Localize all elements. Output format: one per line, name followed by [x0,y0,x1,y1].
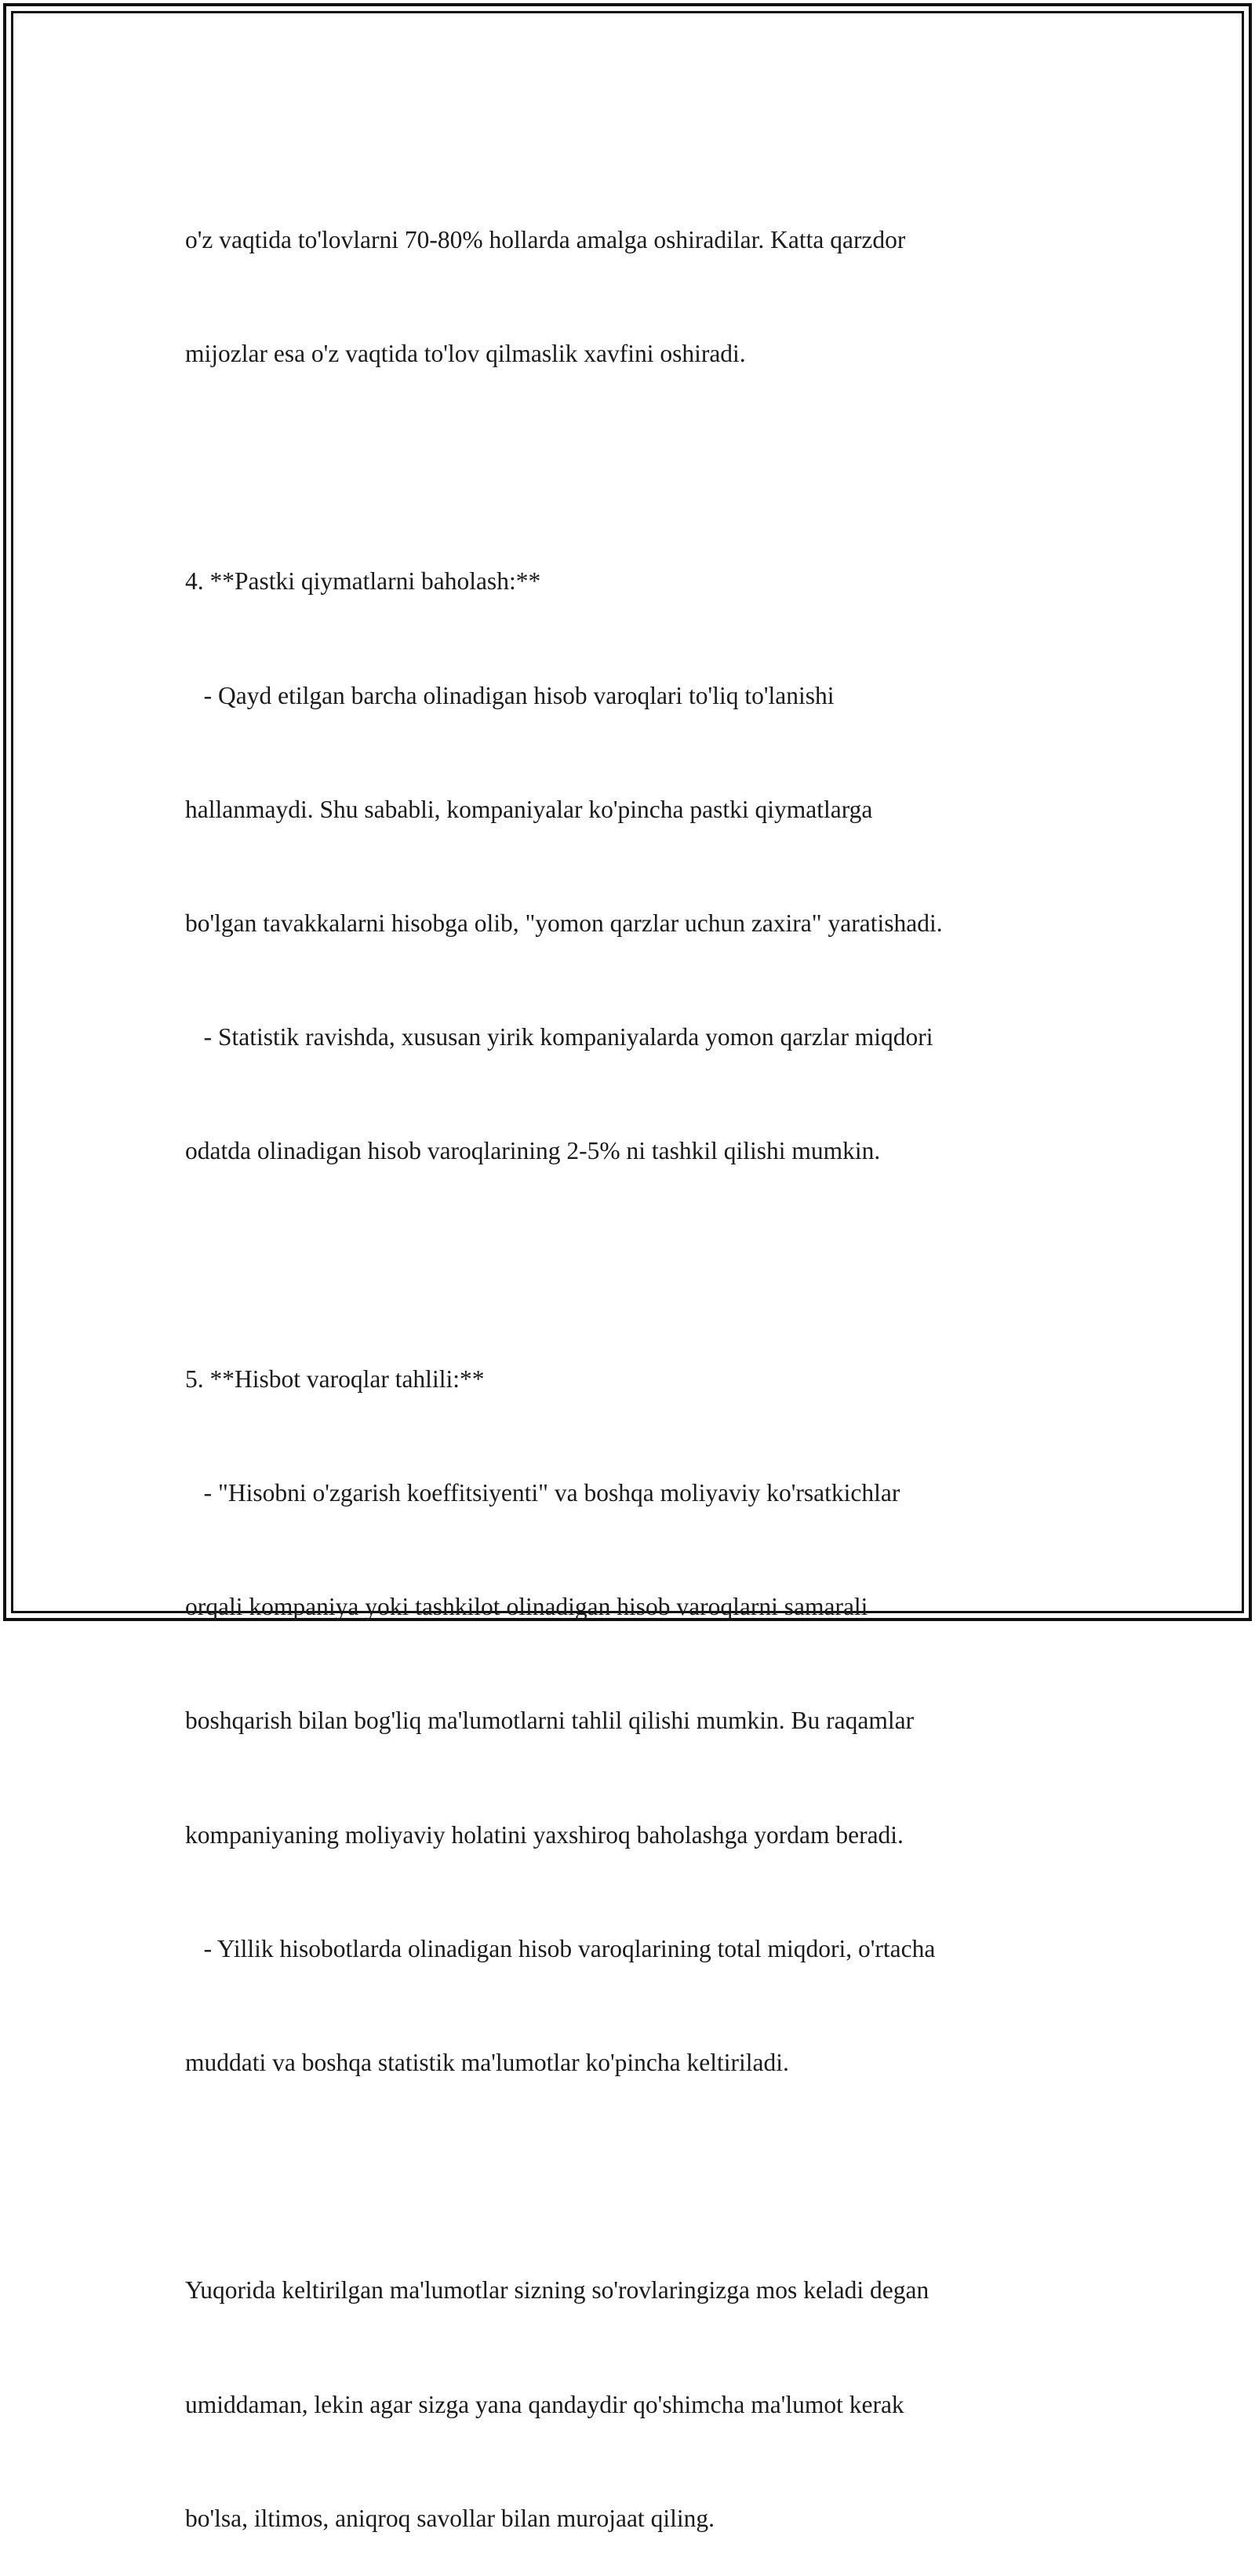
blank-line [185,1247,1111,1284]
text-line: odatda olinadigan hisob varoqlarining 2-5% ni tashkil qilishi mumkin. [185,1137,881,1165]
bullet-line: - Qayd etilgan barcha olinadigan hisob varoqlari to'liq to'lanishi [185,681,835,709]
blank-line [185,2158,1111,2195]
text-line: kompaniyaning moliyaviy holatini yaxshiroq baholashga yordam beradi. [185,1820,904,1849]
text-line: orqali kompaniya yoki tashkilot olinadigan hisob varoqlarni samarali [185,1593,868,1621]
text-line: o'z vaqtida to'lovlarni 70-80% hollarda amalga oshiradilar. Katta qarzdor [185,225,906,253]
text-line: bo'lgan tavakkalarni hisobga olib, "yomon qarzlar uchun zaxira" yaratishadi. [185,909,943,938]
text-line: Yuqorida keltirilgan ma'lumotlar sizning so'rovlaringizga mos keladi degan [185,2276,929,2305]
section-heading: 5. **Hisbot varoqlar tahlili:** [185,1365,485,1393]
text-line: hallanmaydi. Shu sababli, kompaniyalar ko'pincha pastki qiymatlarga [185,795,873,823]
blank-line [185,449,1111,486]
text-line: muddati va boshqa statistik ma'lumotlar ko'pincha keltiriladi. [185,2049,789,2077]
bullet-line: - "Hisobni o'zgarish koeffitsiyenti" va boshqa moliyaviy ko'rsatkichlar [185,1479,900,1507]
document-body [185,145,1111,2576]
text-line: umiddaman, lekin agar sizga yana qandaydir qo'shimcha ma'lumot kerak [185,2390,904,2418]
bullet-line: - Yillik hisobotlarda olinadigan hisob varoqlarining total miqdori, o'rtacha [185,1934,936,1962]
bullet-line: - Statistik ravishda, xususan yirik kompaniyalarda yomon qarzlar miqdori [185,1023,933,1051]
text-line: bo'lsa, iltimos, aniqroq savollar bilan murojaat qiling. [185,2504,715,2532]
section-heading: 4. **Pastki qiymatlarni baholash:** [185,567,541,596]
text-line: mijozlar esa o'z vaqtida to'lov qilmaslik xavfini oshiradi. [185,340,746,368]
text-line: boshqarish bilan bog'liq ma'lumotlarni tahlil qilishi mumkin. Bu raqamlar [185,1707,915,1735]
